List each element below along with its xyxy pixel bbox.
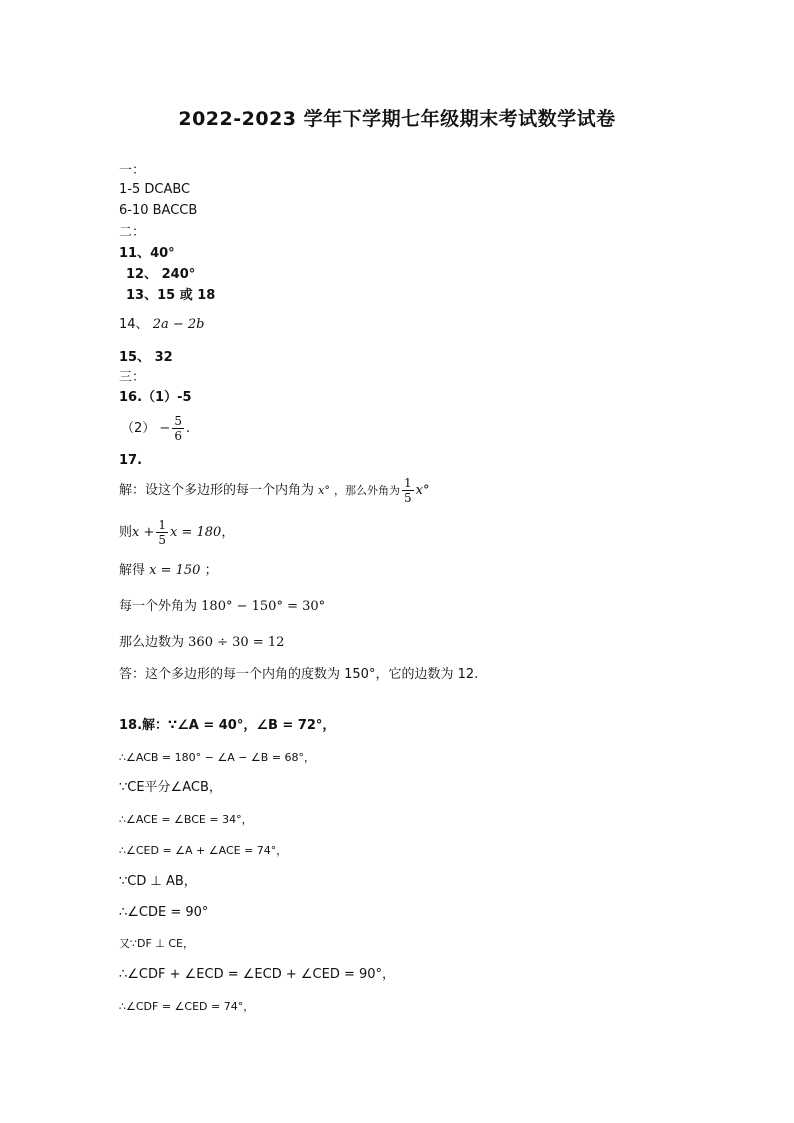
fraction-numerator: 1 [158, 518, 167, 532]
page-title: 2022-2023 学年下学期七年级期末考试数学试卷 [178, 108, 616, 130]
q17-line-2-end: ， [221, 525, 235, 540]
answer-15: 15、 32 [119, 350, 173, 365]
q18-line-3: ∵CE平分∠ACB， [119, 780, 222, 795]
q17-line-3-end: ； [204, 563, 218, 578]
q17-line-3-expr: x = 150 [149, 563, 201, 578]
answer-14 [119, 317, 204, 333]
answer-16-2-period: . [185, 421, 191, 436]
answer-13: 13、15 或 18 [126, 288, 216, 303]
q17-fraction-one-fifth [402, 476, 414, 505]
answer-12: 12、 240° [126, 267, 196, 282]
q17-line-1-var: x° [318, 484, 330, 497]
answer-1-5: 1-5 DCABC [119, 182, 191, 197]
fraction-numerator: 1 [404, 476, 412, 490]
answer-6-10: 6-10 BACCB [119, 203, 198, 218]
q18-line-9: ∴∠CDF + ∠ECD = ∠ECD + ∠CED = 90°， [119, 967, 396, 982]
answer-16-2-fraction [172, 414, 184, 443]
section-3-heading: 三： [119, 370, 146, 385]
q18-line-7: ∴∠CDE = 90° [119, 905, 209, 920]
answer-16-2-label: （2） [121, 421, 156, 436]
q17-line-4-pre: 每一个外角为 [119, 599, 198, 614]
q17-line-4 [119, 599, 325, 615]
answer-16-2-sign: − [159, 421, 171, 436]
fraction-denominator: 6 [174, 429, 182, 443]
q17-line-3 [119, 563, 218, 579]
answer-14-label: 14、 [119, 317, 149, 332]
q17-line-5-pre: 那么边数为 [119, 635, 185, 650]
q18-line-10: ∴∠CDF = ∠CED = 74°， [119, 1000, 255, 1013]
q17-line-2-pre: 则 [119, 525, 133, 540]
q17-line-5-expr: 360 ÷ 30 = 12 [188, 635, 285, 650]
q17-fraction-one-fifth-2 [156, 518, 168, 547]
q17-line-2 [119, 516, 234, 550]
q17-answer: 答：这个多边形的每一个内角的度数为 150°，它的边数为 12. [119, 667, 479, 682]
q17-line-5 [119, 635, 284, 651]
answer-14-expression: 2a − 2b [152, 317, 205, 332]
q18-line-8: 又∵DF ⊥ CE， [119, 937, 195, 950]
q17-line-1-text: 解：设这个多边形的每一个内角为 [119, 483, 315, 498]
q17-line-2-a: x + [132, 525, 155, 540]
fraction-numerator: 5 [174, 414, 182, 428]
q18-line-1: 18.解：∵∠A = 40°，∠B = 72°， [119, 718, 336, 733]
q18-line-5: ∴∠CED = ∠A + ∠ACE = 74°， [119, 844, 288, 857]
q17-line-3-pre: 解得 [119, 563, 146, 578]
q17-line-2-b: x = 180 [170, 525, 222, 540]
q17-line-1-mid: ，那么外角为 [334, 484, 401, 497]
q17-line-1 [119, 474, 430, 508]
q17-line-4-expr: 180° − 150° = 30° [201, 599, 326, 614]
q18-line-6: ∵CD ⊥ AB， [119, 874, 197, 889]
q17-line-1-end: x° [415, 483, 430, 498]
q18-line-4: ∴∠ACE = ∠BCE = 34°， [119, 813, 253, 826]
fraction-denominator: 5 [158, 533, 167, 547]
answer-11: 11、40° [119, 246, 175, 261]
q18-line-2: ∴∠ACB = 180° − ∠A − ∠B = 68°， [119, 751, 316, 764]
fraction-denominator: 5 [404, 491, 412, 505]
section-1-heading: 一： [119, 163, 146, 178]
section-2-heading: 二： [119, 225, 146, 240]
question-17-heading: 17. [119, 453, 143, 468]
answer-16-1: 16.（1）-5 [119, 390, 192, 405]
answer-16-2 [121, 412, 190, 446]
